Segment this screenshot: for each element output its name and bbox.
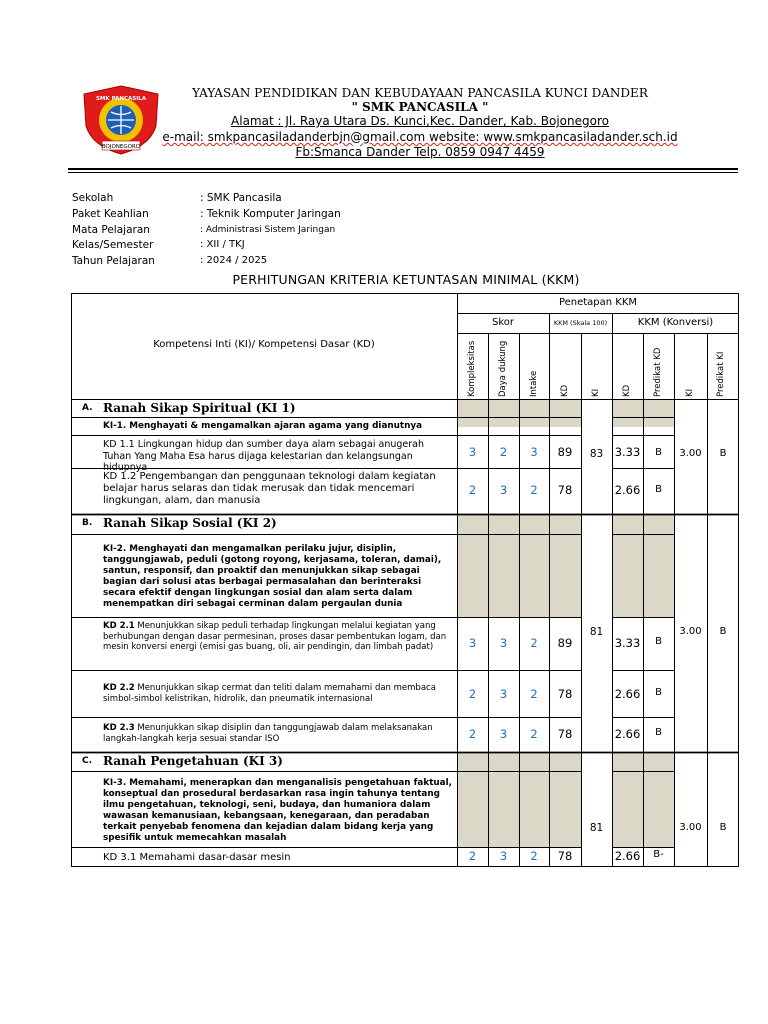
letterhead-contact-email: e-mail: smkpancasiladanderbjn@gmail.com website: www.smkpancasiladander.sch.id	[162, 130, 678, 144]
ki-1-predikat: B	[719, 448, 727, 459]
kd-1-2-intake: 2	[530, 483, 538, 497]
kd-1-1-predikat: B	[655, 447, 662, 458]
kd-2-2-kompleksitas: 2	[468, 687, 477, 701]
svg-text:SMK PANCASILA: SMK PANCASILA	[95, 96, 147, 102]
identity-value-school: : SMK Pancasila	[200, 192, 282, 204]
kd-1-1-intake: 3	[530, 445, 538, 459]
kd-3-1-konversi: 2.66	[614, 849, 641, 863]
section-a-letter: A.	[82, 403, 93, 413]
ki-2-predikat: B	[719, 626, 727, 637]
kd-2-1-daya-dukung: 3	[499, 636, 508, 650]
section-a-title: Ranah Sikap Spiritual (KI 1)	[103, 401, 296, 415]
ki-1-konversi: 3.00	[679, 448, 702, 459]
letterhead-foundation: YAYASAN PENDIDIKAN DAN KEBUDAYAAN PANCASILA KUNCI DANDER	[192, 86, 648, 100]
identity-label-subject: Mata Pelajaran	[72, 224, 150, 236]
col-ki: KI	[591, 388, 601, 397]
ki-2-kkm: 81	[589, 626, 604, 638]
kd-1-2-kompleksitas: 2	[468, 483, 477, 497]
kd-3-1-intake: 2	[530, 849, 538, 863]
col-kompleksitas: Kompleksitas	[467, 340, 477, 397]
ki-3-text: KI-3. Memahami, menerapkan dan menganalisis pengetahuan faktual, konseptual dan prosedural berdasarkan rasa ingin tahunya tentang ilmu pengetahuan, teknologi, seni, budaya, dan humaniora dalam wawasan kemanusiaan, kebangsaan, kenegaraan, dan peradaban terkait penyebab fenomena dan kejadian dalam bidang kerja yang spesifik untuk memecahkan masalah	[103, 778, 452, 843]
header-skor: Skor	[491, 317, 514, 328]
section-c-title: Ranah Pengetahuan (KI 3)	[103, 754, 283, 768]
col-kd-konversi: KD	[622, 384, 632, 397]
kd-1-2-predikat: B	[655, 484, 662, 495]
page-title: PERHITUNGAN KRITERIA KETUNTASAN MINIMAL (KKM)	[232, 272, 580, 287]
kd-2-1-code: KD 2.1	[103, 621, 135, 631]
col-kd: KD	[560, 384, 570, 397]
ki-2-text: KI-2. Menghayati dan mengamalkan perilaku jujur, disiplin, tanggungjawab, peduli (gotong royong, kerjasama, toleran, damai), santun, responsif, dan proaktif dan menunjukkan sikap sebagai bagian dari solusi atas berbagai permasalahan dan berinteraksi secara efektif dengan lingkungan sosial dan alam serta dalam menempatkan diri sebagai cerminan dalam pergaulan dunia	[103, 544, 442, 609]
kd-1-1-text: KD 1.1 Lingkungan hidup dan sumber daya alam sebagai anugerah Tuhan Yang Maha Esa harus dijaga kelestarian dan kelangsungan hidupnya	[103, 439, 425, 473]
kd-2-2-daya-dukung: 3	[499, 687, 508, 701]
ki-1-kkm: 83	[589, 448, 604, 460]
identity-value-class: : XII / TKJ	[200, 239, 245, 250]
letterhead-school-name: " SMK PANCASILA "	[351, 100, 489, 114]
kd-1-2-kkm: 78	[557, 483, 573, 497]
identity-label-year: Tahun Pelajaran	[72, 255, 155, 267]
letterhead-address: Alamat : Jl. Raya Utara Ds. Kunci,Kec. Dander, Kab. Bojonegoro	[231, 114, 609, 128]
kd-2-1-konversi: 3.33	[614, 636, 641, 650]
kd-2-1-kkm: 89	[557, 636, 573, 650]
header-rule-thick	[68, 168, 738, 170]
identity-value-subject: : Administrasi Sistem Jaringan	[200, 225, 336, 235]
ki-3-kkm: 81	[589, 822, 604, 834]
ki-2-konversi: 3.00	[679, 626, 702, 637]
svg-text:BOJONEGORO: BOJONEGORO	[101, 144, 141, 150]
kkm-table	[71, 293, 739, 867]
identity-label-school: Sekolah	[72, 192, 114, 204]
kd-2-1-predikat: B	[655, 636, 662, 647]
kd-1-1-kkm: 89	[557, 445, 573, 459]
kd-1-2-text: KD 1.2 Pengembangan dan penggunaan teknologi dalam kegiatan belajar harus selaras dan tidak merusak dan tidak mencemari lingkungan, alam, dan manusia	[103, 471, 436, 506]
kd-3-1-kompleksitas: 2	[468, 849, 477, 863]
kd-3-1-text: KD 3.1 Memahami dasar-dasar mesin	[103, 852, 291, 863]
kd-2-1-kompleksitas: 3	[468, 636, 477, 650]
kd-2-2-kkm: 78	[557, 687, 573, 701]
col-intake: Intake	[529, 370, 539, 397]
kd-2-3-desc: Menunjukkan sikap disiplin dan tanggungjawab dalam melaksanakan langkah-langkah kerja sesuai standar ISO	[103, 723, 433, 744]
kd-2-2-intake: 2	[530, 687, 538, 701]
kd-2-3-predikat: B	[655, 727, 662, 738]
ki-3-predikat: B	[719, 822, 727, 833]
header-penetapan: Penetapan KKM	[558, 297, 638, 308]
kd-3-1-predikat: B-	[653, 849, 664, 860]
col-ki-konversi: KI	[685, 388, 695, 397]
ki-1-text: KI-1. Menghayati & mengamalkan ajaran agama yang dianutnya	[103, 421, 423, 431]
kd-2-2-code: KD 2.2	[103, 683, 135, 693]
kd-2-2-text	[103, 683, 455, 704]
kd-2-2-konversi: 2.66	[614, 687, 641, 701]
ki-3-konversi: 3.00	[679, 822, 702, 833]
kd-2-1-intake: 2	[530, 636, 538, 650]
kd-1-1-daya-dukung: 2	[499, 445, 508, 459]
kd-2-3-kompleksitas: 2	[468, 727, 477, 741]
section-b-title: Ranah Sikap Sosial (KI 2)	[103, 516, 277, 530]
kd-2-2-desc: Menunjukkan sikap cermat dan teliti dalam memahami dan membaca simbol-simbol kelistrikan, hidrolik, dan pneumatik internasional	[103, 683, 436, 704]
kd-2-1-desc: Menunjukkan sikap peduli terhadap lingkungan melalui kegiatan yang berhubungan dengan dasar permesinan, proses dasar pembentukan logam, dan mesin konversi energi (emisi gas buang, oli, air pendingin, dan limbah padat)	[103, 621, 447, 652]
kd-3-1-daya-dukung: 3	[499, 849, 508, 863]
kd-2-3-intake: 2	[530, 727, 538, 741]
kd-2-3-daya-dukung: 3	[499, 727, 508, 741]
section-c-letter: C.	[82, 756, 93, 766]
col-predikat-kd: Predikat KD	[653, 347, 663, 397]
header-kompetensi: Kompetensi Inti (KI)/ Kompetensi Dasar (KD)	[153, 339, 375, 350]
kd-2-1-text	[103, 621, 455, 653]
kd-1-1-kompleksitas: 3	[468, 445, 477, 459]
header-skala: KKM (Skala 100)	[553, 319, 608, 327]
identity-value-year: : 2024 / 2025	[200, 255, 268, 266]
kd-2-3-code: KD 2.3	[103, 723, 135, 733]
col-predikat-ki: Predikat KI	[716, 351, 726, 397]
kd-2-2-predikat: B	[655, 687, 662, 698]
kd-3-1-kkm: 78	[557, 849, 573, 863]
header-konversi: KKM (Konversi)	[637, 317, 714, 328]
kd-1-1-konversi: 3.33	[614, 445, 641, 459]
kd-2-3-kkm: 78	[557, 727, 573, 741]
identity-label-program: Paket Keahlian	[72, 208, 149, 220]
col-daya-dukung: Daya dukung	[498, 340, 508, 397]
letterhead-phone: Fb:Smanca Dander Telp. 0859 0947 4459	[295, 145, 545, 159]
kd-1-2-konversi: 2.66	[614, 483, 641, 497]
identity-label-class: Kelas/Semester	[72, 239, 154, 251]
kd-1-2-daya-dukung: 3	[499, 483, 508, 497]
section-b-letter: B.	[82, 518, 93, 528]
kd-2-3-konversi: 2.66	[614, 727, 641, 741]
header-rule-thin	[68, 172, 738, 173]
identity-value-program: : Teknik Komputer Jaringan	[200, 208, 341, 220]
kd-2-3-text	[103, 723, 455, 744]
